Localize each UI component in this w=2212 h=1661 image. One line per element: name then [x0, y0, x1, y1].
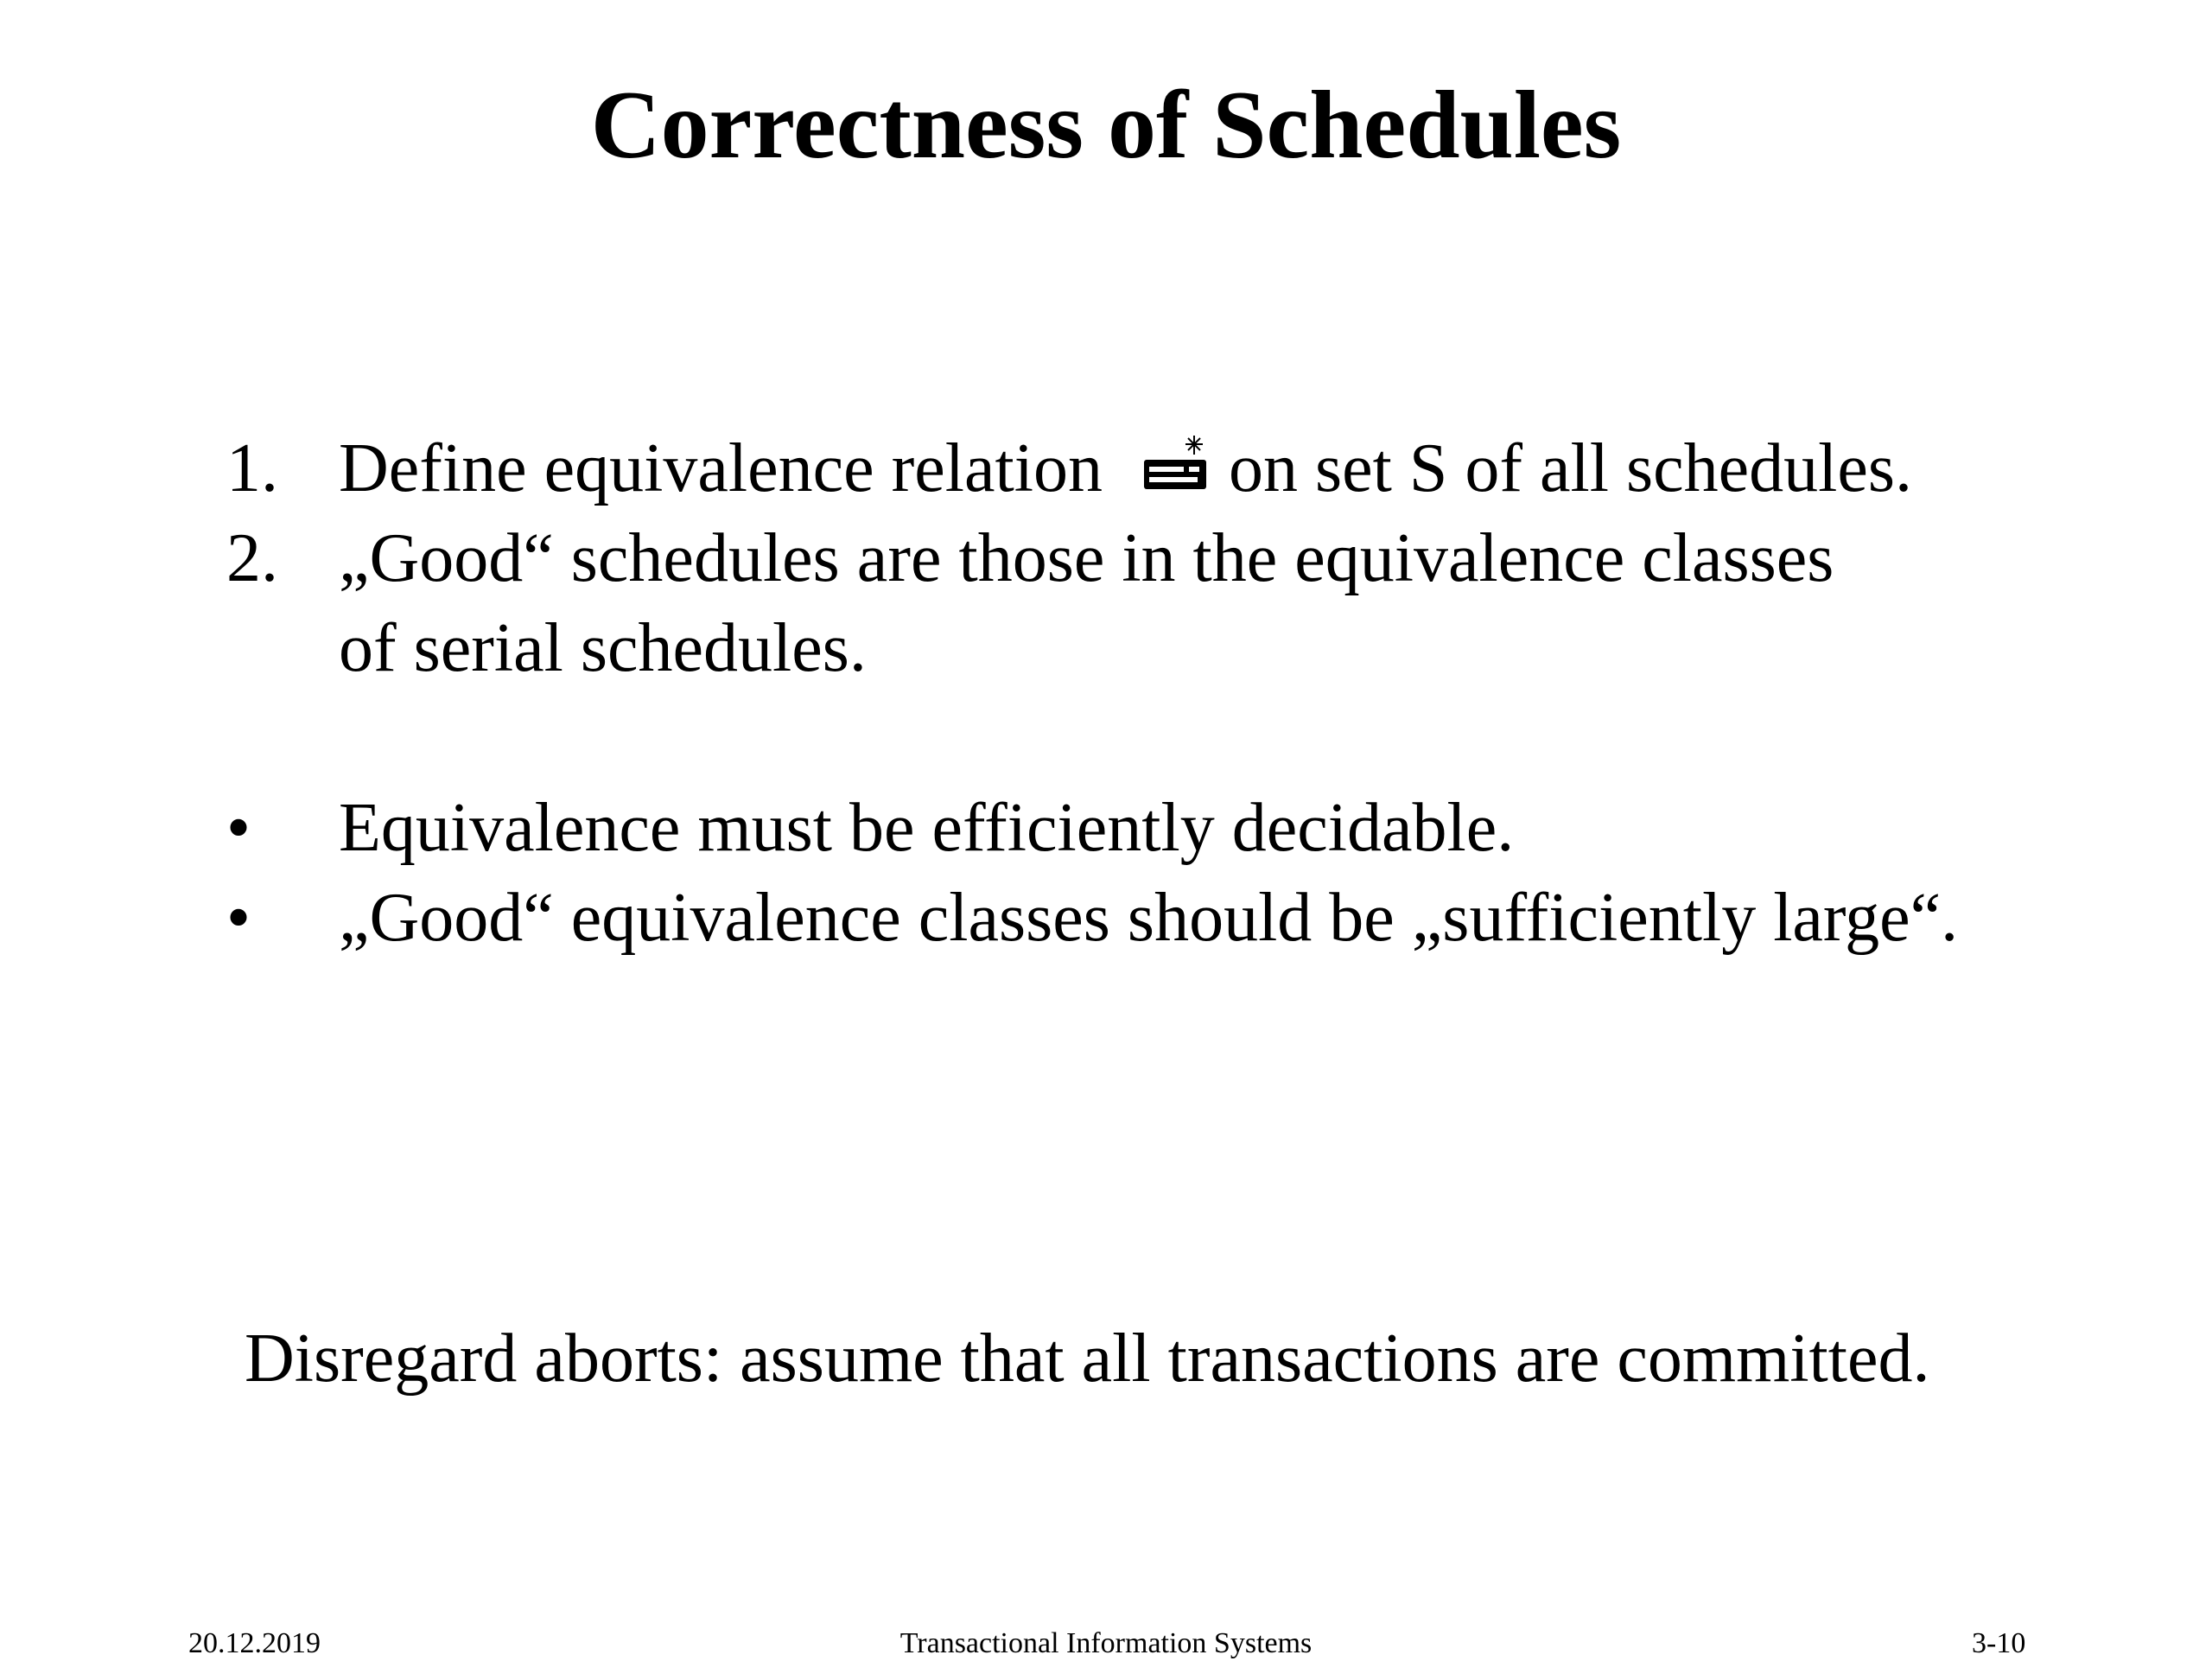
bullet-item-text: Equivalence must be efficiently decidable. — [339, 790, 1515, 866]
bullet-marker: • — [226, 880, 251, 956]
footer-page-number: 3-10 — [1972, 1627, 2026, 1659]
list-item-text-after-icon: on set S of all schedules. — [1228, 430, 1912, 506]
footer-title: Transactional Information Systems — [899, 1627, 1313, 1659]
equivalence-symbol-icon — [1141, 427, 1210, 489]
list-item-text-before-icon: Define equivalence relation — [339, 430, 1103, 506]
list-marker: 2. — [226, 520, 278, 596]
bullet-item-text: „Good“ equivalence classes should be „sufficiently large“. — [339, 880, 1959, 956]
bullet-marker: • — [226, 790, 251, 866]
list-item-text-line-1: „Good“ schedules are those in the equivalence classes — [339, 520, 1834, 596]
list-item-text — [339, 423, 1912, 513]
list-marker: 1. — [226, 430, 278, 506]
list-item-text-line-2: of serial schedules. — [339, 610, 867, 686]
note-text: Disregard aborts: assume that all transactions are committed. — [245, 1321, 1930, 1397]
slide-title: Correctness of Schedules — [590, 72, 1622, 179]
footer-date: 20.12.2019 — [188, 1627, 321, 1659]
